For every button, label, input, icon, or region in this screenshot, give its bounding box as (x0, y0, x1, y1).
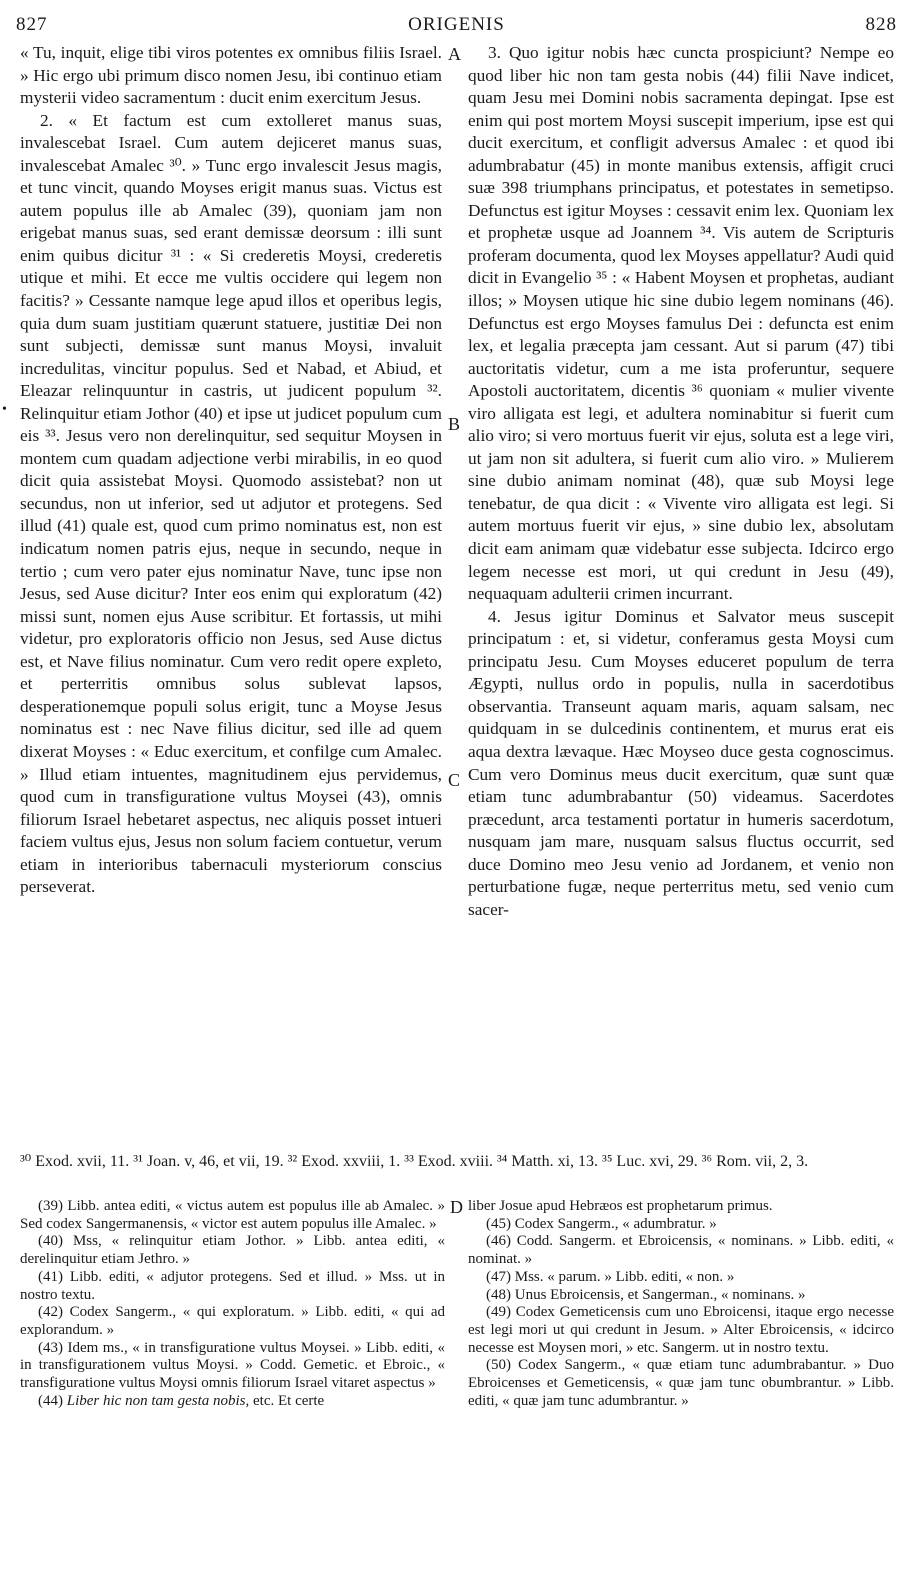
note-49: (49) Codex Gemeticensis cum uno Ebroicensi, itaque ergo necesse est legi mori ut qui credunt in Jesum. » Alter Ebroicensis, « idcirco necesse est Moysen mori, » etc. Sangerm. ut in nostro textu. (468, 1304, 894, 1356)
notes-right-column (468, 1198, 894, 1568)
note-43: (43) Idem ms., « in transfiguratione vultus Moysei. » Libb. editi, « in transfigurationem vultus Moysi. » Codd. Gemetic. et Ebroic., « transfiguratione vultus Moysi omnis filiorum Israel vitaret aspectus » (20, 1339, 445, 1392)
note-39: (39) Libb. antea editi, « victus autem est populus ille ab Amalec. » Sed codex Sangermanensis, « victor est autem populus ille Amalec. » (20, 1198, 445, 1232)
page-header (16, 14, 897, 40)
note-44 (20, 1393, 445, 1411)
note-40: (40) Mss, « relinquitur etiam Jothor. » Libb. antea editi, « derelinquitur etiam Jethro. » (20, 1233, 445, 1268)
paragraph-4: 4. Jesus igitur Dominus et Salvator meus suscepit principatum : et, si videtur, conferamus gesta Moysi cum principatu Jesu. Cum Moyses educeret populum de terra Ægypti, nullus ordo in populis, nulla in sacerdotibus observantia. Transeunt aquam maris, aquam salsam, nec quidquam in se dulcedinis continentem, et murus erat eis aqua dextra lævaque. Hæc Moyseo duce gesta cognoscimus. Cum vero Dominus meus ducit exercitum, quæ sunt quæ etiam tunc adumbrabantur (50) videamus. Sacerdotes præcedunt, arca testamenti portatur in humeris sacerdotum, nusquam jam mare, nusquam salsus fluctus occurrit, sed duce Domino meo Jesu venio ad Jordanem, et venio non perturbatione fugæ, neque perterritus metu, sed venio cum sacer- (468, 606, 894, 919)
running-title: ORIGENIS (408, 14, 505, 35)
note-44-italic: Liber hic non tam gesta nobis (66, 1392, 246, 1409)
notes-left-column (20, 1198, 445, 1568)
note-48: (48) Unus Ebroicensis, et Sangerman., « nominans. » (486, 1286, 806, 1303)
paragraph-1: « Tu, inquit, elige tibi viros potentes ex omnibus filiis Israel. » Hic ergo ubi primum disco nomen Jesu, ibi continuo etiam mysterii video sacramentum : ducit enim exercitum Jesus. (20, 43, 442, 108)
page-number-left: 827 (16, 14, 48, 35)
margin-letter-a: A (448, 44, 461, 64)
note-41: (41) Libb. editi, « adjutor protegens. Sed et illud. » Mss. ut in nostro textu. (20, 1268, 445, 1303)
note-45: (45) Codex Sangerm., « adumbratur. » (486, 1215, 717, 1232)
note-44-rest: , etc. Et certe (245, 1392, 325, 1409)
margin-bullet: • (2, 402, 7, 417)
paragraph-3: 3. Quo igitur nobis hæc cuncta prospiciunt? Nempe eo quod liber hic non tam gesta nobis (44) filii Nave indicet, quam Jesu mei Domini nobis sacramenta depingat. Ipse est enim qui post mortem Moysi suscepit imperium, ipse est qui ducit exercitum, et confligit adversus Amalec : et quod ibi adumbrabatur (45) in monte manibus extensis, affigit cruci suæ 398 triumphans principatus, et potestates in semetipso. Defunctus est igitur Moyses : cessavit enim lex. Quoniam lex et prophetæ usque ad Joannem ³⁴. Vis autem de Scripturis proferam documenta, quod lex Moyses appellatur? Audi quid dicit in Evangelio ³⁵ : « Habent Moysen et prophetas, audiant illos; » Moysen utique hic sine dubio legem nominans (46). Defunctus est ergo Moyses famulus Dei : defuncta est enim lex, et legalia præcepta jam cessant. Aut si parum (47) tibi auctoritatis videtur, cum a me ista proferuntur, sequere Apostoli auctoritatem, dicentis ³⁶ quoniam « mulier vivente viro alligata est legi, et adultera nominabitur si fuerit cum alio viro; si vero mortuus fuerit vir ejus, soluta est a lege viri, ut jam non sit adultera, si fuerit cum alio viro. » Mulierem sine dubio animam nominat (48), quæ sub Moysi lege tenebatur, de qua dicit : « Vivente viro alligata est legi. Si autem mortuus fuerit vir ejus, » sine dubio lex, absolutam dicit eam animam quæ videbatur esse subjecta. Idcirco ergo legem necesse est mori, ut qui credunt in Jesu (49), nequaquam adulterii crimen incurrant. (468, 43, 894, 604)
left-text-column (20, 42, 442, 1134)
paragraph-2: 2. « Et factum est cum extolleret manus suas, invalescebat Israel. Cum autem dejiceret manus suas, invalescebat Amalec ³⁰. » Tunc ergo invalescit Jesus magis, et tunc vincit, quando Moyses erigit manus suas. Victus est autem populus ille ab Amalec (39), quoniam jam non erigebat manus suas, sed erant demissæ deorsum : illi sunt enim quibus dicitur ³¹ : « Si crederetis Moysi, crederetis utique et mihi. Et ecce me vultis occidere qui legem non facitis? » Cessante namque lege apud illos et operibus legis, quia dum suam justitiam quærunt statuere, justitiæ Dei non sunt subjecti, demissæ sunt manus Moysi, invaluit incredulitas, vincitur populus. Sed et Nabad, et Abiud, et Eleazar relinquuntur in castris, ut judicent populum ³². Relinquitur etiam Jothor (40) et ipse ut judicet populum cum eis ³³. Jesus vero non derelinquitur, sed sequitur Moysen in montem cum quadam adjectione verbi mirabilis, in eo quod dicit quia assistebat Moysi. Quomodo assistebat? non ut secundus, non ut inferior, sed ut adjutor et protegens. Sed illud (41) quale est, quod cum primo nominatus est, non est indicatum nomen patris ejus, neque in secundo, neque in tertio ; cum vero pater ejus nominatur Nave, tunc ipse non Jesus, sed Ause dicitur? Inter eos enim qui exploratum (42) missi sunt, nomen ejus Ause scribitur. Et fortassis, ut mihi videtur, pro exploratoris officio non Jesus, sed Ause dictus est, et Nave filius nominatur. Cum vero redit opere expleto, et perterritis omnibus solus sublevat lapsos, desperationemque populi solus erigit, tunc a Moyse Jesus nominatus est : nec Nave filius dicitur, sed ille ad quem dixerat Moyses : « Educ exercitum, et confilge cum Amalec. » Illud etiam intuentes, magnitudinem ejus pervidemus, quod cum in transfiguratione vultus Moysei (43), omnis filiorum Israel hebetaret aspectus, nec aliquis posset intueri faciem vultus ejus, Jesus non solum faciem contuetur, verum etiam in interioribus tabernaculi mysteriorum conscius perseverat. (20, 110, 442, 897)
margin-letter-b: B (448, 414, 461, 434)
scripture-references: ³⁰ Exod. xvii, 11. ³¹ Joan. v, 46, et vii, 19. ³² Exod. xxviii, 1. ³³ Exod. xviii. ³⁴ Matth. xi, 13. ³⁵ Luc. xvi, 29. ³⁶ Rom. vii, 2, 3. (20, 1153, 809, 1170)
note-44-number: (44) (38, 1392, 63, 1409)
note-47: (47) Mss. « parum. » Libb. editi, « non. » (486, 1268, 735, 1285)
note-42: (42) Codex Sangerm., « qui exploratum. » Libb. editi, « qui ad explorandum. » (20, 1304, 445, 1338)
margin-letter-c: C (448, 770, 461, 790)
note-50: (50) Codex Sangerm., « quæ etiam tunc adumbrabantur. » Duo Ebroicenses et Gemeticensis, « quæ jam tunc obumbrantur. » Libb. editi, « quæ jam tunc adumbrantur. » (468, 1357, 894, 1409)
page-number-right: 828 (865, 14, 897, 35)
right-text-column (468, 42, 894, 1134)
note-46: (46) Codd. Sangerm. et Ebroicensis, « nominans. » Libb. editi, « nominat. » (468, 1233, 894, 1268)
margin-letter-d: D (450, 1197, 463, 1217)
note-44-continued: liber Josue apud Hebræos est prophetarum primus. (468, 1198, 773, 1214)
